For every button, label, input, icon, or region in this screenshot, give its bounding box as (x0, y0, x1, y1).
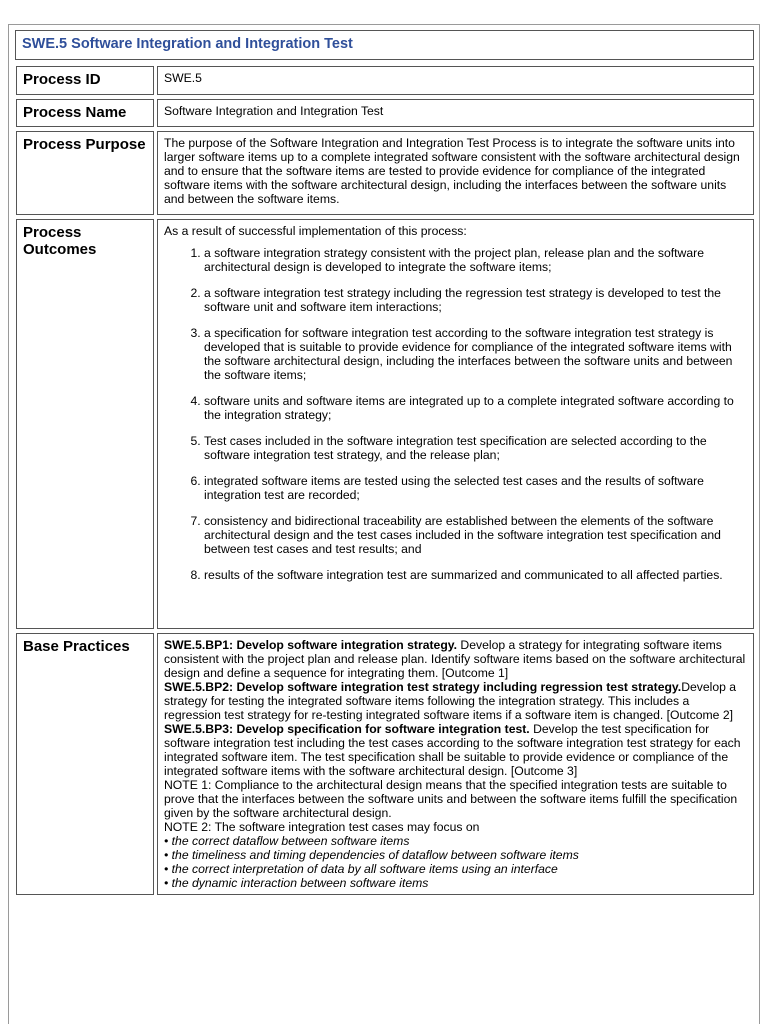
outcome-item: 7. consistency and bidirectional traceability are established between the elements of the software architectural design and the test cases included in the software integration test specification and between test cases and test results; and (204, 514, 747, 556)
note-2-bullet: • the correct interpretation of data by all software items using an interface (164, 862, 558, 876)
bp3-text: Develop the test specification for software integration test including the test cases according to the software integration test strategy for each integrated software item. The test specification shall be suitable to provide evidence or compliance of the integrated software items with the software architectural design. [Outcome 3] (164, 722, 741, 778)
process-name-label: Process Name (16, 99, 154, 128)
process-id-label: Process ID (16, 66, 154, 95)
process-name-value: Software Integration and Integration Test (157, 99, 754, 128)
row-process-outcomes (16, 219, 754, 629)
outcome-item: 2. a software integration test strategy including the regression test strategy is developed to test the software unit and software item interactions; (204, 286, 747, 314)
base-practice-3 (164, 722, 747, 778)
note-2-bullet: • the correct dataflow between software items (164, 834, 410, 848)
base-practices-value (157, 633, 754, 895)
base-practice-2 (164, 680, 747, 722)
row-process-name (16, 99, 754, 128)
row-process-id (16, 66, 754, 95)
row-base-practices (16, 633, 754, 895)
process-purpose-label: Process Purpose (16, 131, 154, 215)
bp3-title: SWE.5.BP3: Develop specification for software integration test. (164, 722, 530, 736)
row-process-purpose (16, 131, 754, 215)
outcomes-intro: As a result of successful implementation of this process: (164, 224, 467, 238)
outcomes-list (164, 246, 747, 582)
outcome-item: 5. Test cases included in the software integration test specification are selected according to the software integration test strategy, and the release plan; (204, 434, 747, 462)
base-practices-label: Base Practices (16, 633, 154, 895)
outcome-item: 8. results of the software integration test are summarized and communicated to all affected parties. (204, 568, 747, 582)
document-frame (8, 24, 760, 1024)
note-1: NOTE 1: Compliance to the architectural design means that the specified integration tests are suitable to prove that the interfaces between the software units and between the software items fulfill the specification given by the software architectural design. (164, 778, 738, 820)
bp2-title: SWE.5.BP2: Develop software integration test strategy including regression test strategy. (164, 680, 682, 694)
outcome-item: 4. software units and software items are integrated up to a complete integrated software according to the integration strategy; (204, 394, 747, 422)
note-2-bullet: • the dynamic interaction between software items (164, 876, 429, 890)
bp1-title: SWE.5.BP1: Develop software integration strategy. (164, 638, 458, 652)
process-outcomes-label: Process Outcomes (16, 219, 154, 629)
base-practice-1 (164, 638, 747, 680)
process-outcomes-value (157, 219, 754, 629)
process-table (13, 62, 757, 899)
outcome-item: 6. integrated software items are tested using the selected test cases and the results of software integration test are recorded; (204, 474, 747, 502)
note-2: NOTE 2: The software integration test cases may focus on (164, 820, 480, 834)
outcome-item: 1. a software integration strategy consistent with the project plan, release plan and the software architectural design is developed to integrate the software items; (204, 246, 747, 274)
outcome-item: 3. a specification for software integration test according to the software integration test strategy is developed that is suitable to provide evidence for compliance of the integrated software items with the software architectural design, including the interfaces between the software units and between the software items; (204, 326, 747, 382)
bp1-text: Develop a strategy for integrating software items consistent with the project plan and release plan. Identify software items based on the software architectural design and define a sequence for integrating them. [Outcome 1] (164, 638, 746, 680)
process-purpose-value: The purpose of the Software Integration and Integration Test Process is to integrate the software units into larger software items up to a complete integrated software consistent with the software architectural design and to ensure that the software items are tested to provide evidence for compliance of the integrated software items with the software architectural design, including the interfaces between the software units and between the software items. (157, 131, 754, 215)
bp2-text: Develop a strategy for testing the integrated software items following the integration strategy. This includes a regression test strategy for re-testing integrated software items if a software item is changed. [Outcome 2] (164, 680, 737, 722)
process-id-value: SWE.5 (157, 66, 754, 95)
page-title: SWE.5 Software Integration and Integration Test (15, 30, 754, 60)
note-2-bullet: • the timeliness and timing dependencies of dataflow between software items (164, 848, 579, 862)
